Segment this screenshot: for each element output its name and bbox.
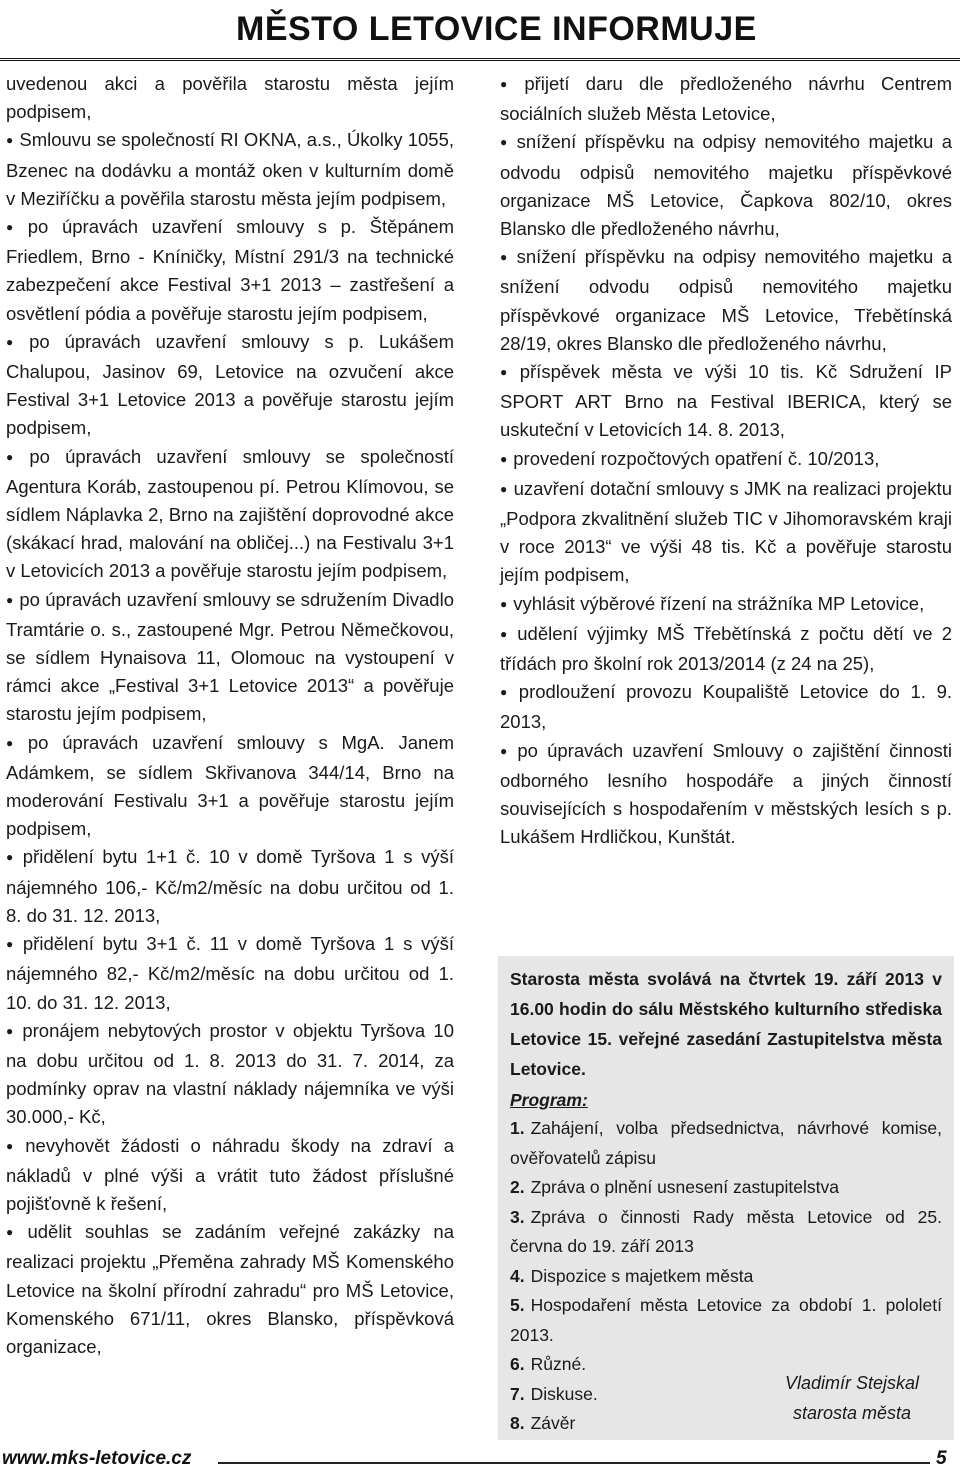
- bullet-item: ● uzavření dotační smlouvy s JMK na realizaci projektu „Podpora zkvalitnění služeb TIC v Jihomoravském kraji v roce 2013“ ve výši 48 tis. Kč a pověřuje starostu jejím podpisem,: [500, 475, 952, 590]
- agenda-item: [510, 1203, 942, 1262]
- bullet-item: ● udělit souhlas se zadáním veřejné zakázky na realizaci projektu „Přeměna zahrady MŠ Komenského Letovice na školní přírodní zahradu“ pro MŠ Letovice, Komenského 671/11, okres Blansko, příspěvková organizace,: [6, 1218, 454, 1361]
- program-heading: [510, 1086, 942, 1114]
- bullet-item: ● po úpravách uzavření smlouvy s p. Lukášem Chalupou, Jasinov 69, Letovice na ozvučení akce Festival 3+1 Letovice 2013 a pověřuje starostu jejím podpisem,: [6, 328, 454, 443]
- agenda-item: [510, 1262, 942, 1292]
- agenda-text: Hospodaření města Letovice za období 1. pololetí 2013.: [510, 1295, 942, 1345]
- agenda-item: [510, 1291, 942, 1350]
- page-header: [0, 0, 960, 66]
- bullet-item: ● snížení příspěvku na odpisy nemovitého majetku a odvodu odpisů nemovitého majetku příspěvkové organizace MŠ Letovice, Čapkova 802/10, okres Blansko dle předloženého návrhu,: [500, 128, 952, 243]
- agenda-text: Závěr: [530, 1413, 576, 1433]
- bullet-item: ● prodloužení provozu Koupaliště Letovice do 1. 9. 2013,: [500, 678, 952, 736]
- bullet-item: ● po úpravách uzavření smlouvy se sdružením Divadlo Tramtárie o. s., zastoupené Mgr. Petrou Němečkovou, se sídlem Hynaisova 11, Olomouc na vystoupení v rámci akce „Festival 3+1 Letovice 2013“ a pověřuje starostu jejím podpisem,: [6, 586, 454, 729]
- signature-role: starosta města: [792, 1403, 912, 1423]
- agenda-number: 2.: [510, 1177, 525, 1197]
- page-number: 5: [936, 1448, 947, 1469]
- program-colon: :: [581, 1090, 588, 1110]
- agenda-number: 7.: [510, 1383, 525, 1404]
- bullet-item: ● nevyhovět žádosti o náhradu škody na zdraví a nákladů v plné výši a vrátit tuto žádost příslušné pojišťovně k řešení,: [6, 1132, 454, 1219]
- agenda-number: 1.: [510, 1118, 525, 1138]
- agenda-item: [510, 1173, 942, 1203]
- bullet-item: ● provedení rozpočtových opatření č. 10/2013,: [500, 445, 952, 475]
- bullet-item: ● po úpravách uzavření smlouvy s p. Štěpánem Friedlem, Brno - Kníničky, Místní 291/3 na technické zabezpečení akce Festival 3+1 2013 – zastřešení a osvětlení pódia a pověřuje starostu jejím podpisem,: [6, 213, 454, 328]
- signature-name: Vladimír Stejskal: [784, 1373, 920, 1393]
- paragraph: uvedenou akci a pověřila starostu města jejím podpisem,: [6, 73, 454, 123]
- agenda-text: Zpráva o plnění usnesení zastupitelstva: [530, 1177, 839, 1197]
- bullet-item: ● po úpravách uzavření smlouvy s MgA. Janem Adámkem, se sídlem Skřivanova 344/14, Brno na moderování Festivalu 3+1 a pověřuje starostu jejím podpisem,: [6, 729, 454, 844]
- agenda-number: 5.: [510, 1295, 525, 1315]
- footer-website-link[interactable]: www.mks-letovice.cz: [2, 1448, 192, 1469]
- agenda-text: Různé.: [530, 1354, 587, 1374]
- agenda-number: 8.: [510, 1413, 525, 1433]
- bullet-item: ● příspěvek města ve výši 10 tis. Kč Sdružení IP SPORT ART Brno na Festival IBERICA, který se uskuteční v Letovicích 14. 8. 2013,: [500, 358, 952, 445]
- agenda-number: 6.: [510, 1354, 525, 1374]
- bullet-item: ● po úpravách uzavření Smlouvy o zajištění činnosti odborného lesního hospodáře a jiných činností souvisejících s hospodařením v městských lesích s p. Lukášem Hrdličkou, Kunštát.: [500, 737, 952, 852]
- signature-block: [770, 1368, 934, 1428]
- bullet-item: ● po úpravách uzavření smlouvy se společností Agentura Koráb, zastoupenou pí. Petrou Klímovou, se sídlem Náplavka 2, Brno na zajištění doprovodné akce (skákací hrad, malování na obličej...) na Festivalu 3+1 v Letovicích 2013 a pověřuje starostu jejím podpisem,: [6, 443, 454, 586]
- footer-divider: [218, 1462, 930, 1464]
- bullet-item: ● vyhlásit výběrové řízení na strážníka MP Letovice,: [500, 590, 952, 620]
- bullet-item: ● snížení příspěvku na odpisy nemovitého majetku a snížení odvodu odpisů nemovitého majetku příspěvkové organizace MŠ Letovice, Třebětínská 28/19, okres Blansko dle předloženého návrhu,: [500, 243, 952, 358]
- agenda-text: Dispozice s majetkem města: [530, 1265, 754, 1286]
- bullet-item: ● pronájem nebytových prostor v objektu Tyršova 10 na dobu určitou od 1. 8. 2013 do 31. 7. 2014, za podmínky oprav na vlastní náklady nájemníka ve výši 30.000,- Kč,: [6, 1017, 454, 1132]
- agenda-item: [510, 1114, 942, 1173]
- agenda-number: 4.: [510, 1265, 525, 1286]
- right-column: [500, 70, 952, 851]
- page-title: MĚSTO LETOVICE INFORMUJE: [236, 10, 757, 48]
- agenda-text: Diskuse.: [530, 1383, 598, 1404]
- header-divider: [0, 58, 960, 61]
- bullet-item: ● udělení výjimky MŠ Třebětínská z počtu dětí ve 2 třídách pro školní rok 2013/2014 (z 24 na 25),: [500, 620, 952, 678]
- program-label: Program: [510, 1090, 582, 1110]
- agenda-text: Zahájení, volba předsednictva, návrhové komise, ověřovatelů zápisu: [510, 1118, 942, 1168]
- agenda-number: 3.: [510, 1206, 525, 1227]
- bullet-item: ● Smlouvu se společností RI OKNA, a.s., Úkolky 1055, Bzenec na dodávku a montáž oken v kulturním domě v Meziříčku a pověřila starostu města jejím podpisem,: [6, 126, 454, 213]
- agenda-text: Zpráva o činnosti Rady města Letovice od 25. června do 19. září 2013: [510, 1206, 942, 1256]
- bullet-item: ● přidělení bytu 1+1 č. 10 v domě Tyršova 1 s výší nájemného 106,- Kč/m2/měsíc na dobu určitou od 1. 8. do 31. 12. 2013,: [6, 843, 454, 930]
- bullet-item: ● přidělení bytu 3+1 č. 11 v domě Tyršova 1 s výší nájemného 82,- Kč/m2/měsíc na dobu určitou od 1. 10. do 31. 12. 2013,: [6, 930, 454, 1017]
- left-column: [6, 70, 454, 1361]
- bullet-item: ● přijetí daru dle předloženého návrhu Centrem sociálních služeb Města Letovice,: [500, 70, 952, 128]
- notice-intro: Starosta města svolává na čtvrtek 19. září 2013 v 16.00 hodin do sálu Městského kulturního střediska Letovice 15. veřejné zasedání Zastupitelstva města Letovice.: [510, 969, 942, 1079]
